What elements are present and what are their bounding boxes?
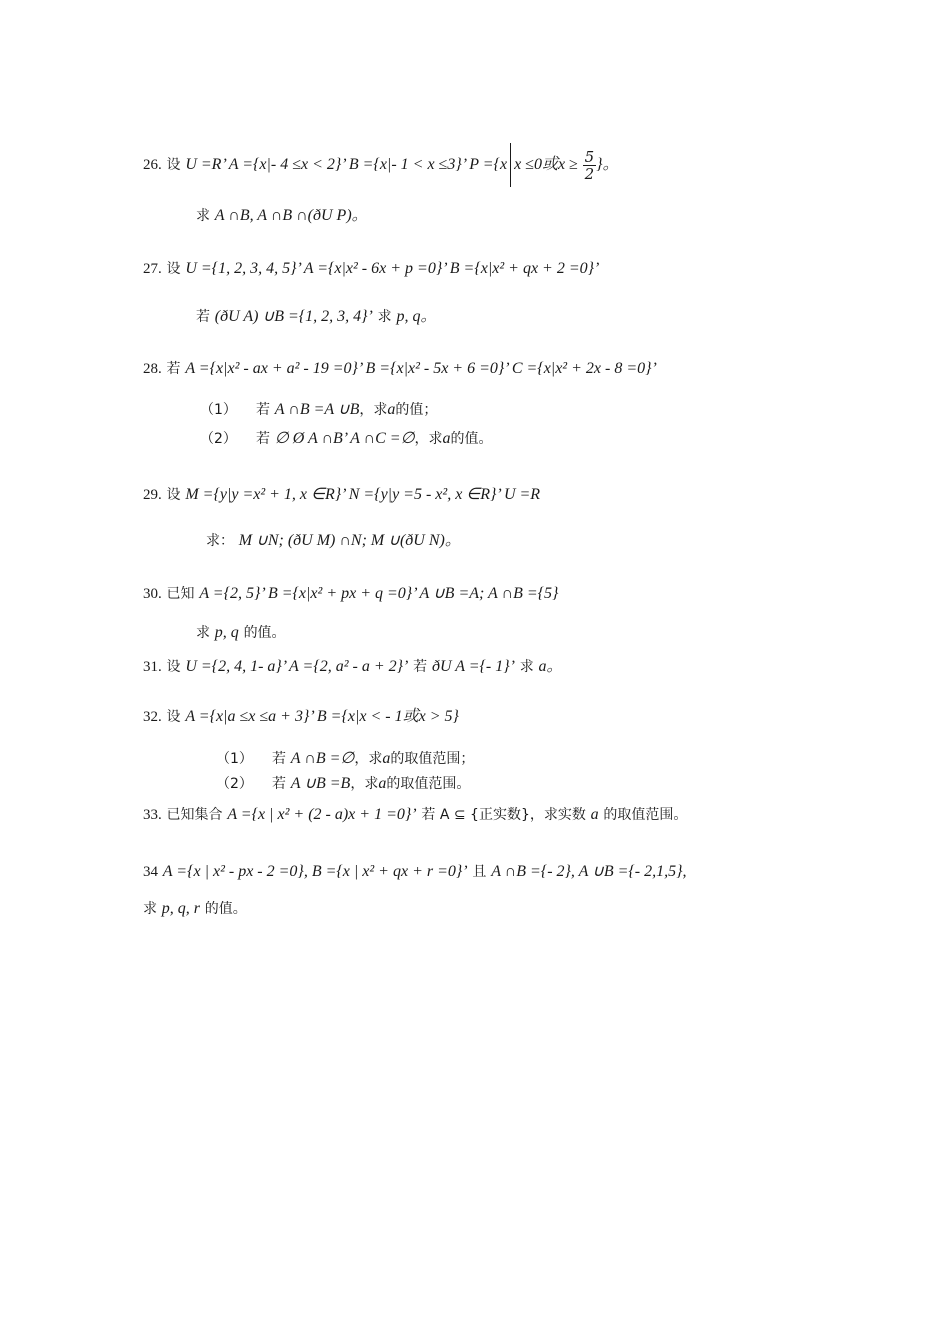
- problem-31-line-1: [143, 656, 563, 677]
- fraction-numerator: 5: [584, 147, 595, 166]
- problem-29-line-2: [206, 530, 461, 551]
- problem-mid: 若 A ⊆ {正实数}，求实数: [421, 807, 586, 823]
- problem-math: A ∩B ={- 2}, A ∪B ={- 2,1,5},: [491, 863, 687, 880]
- problem-number: 33.: [143, 807, 162, 823]
- problem-math: (ðU A) ∪B ={1, 2, 3, 4}’: [214, 308, 373, 325]
- problem-tail: 求: [519, 659, 534, 675]
- sub-end: 的值。: [450, 431, 493, 447]
- problem-lead: 已知: [166, 586, 195, 602]
- problem-34-line-2: [143, 898, 247, 919]
- sub-tail: ，求: [414, 431, 443, 447]
- problem-math: A ∩B, A ∩B ∩(ðU P)。: [214, 207, 368, 224]
- problem-end: 的取值范围。: [603, 807, 688, 823]
- problem-math: A ={2, 5}’ B ={x|x² + px + q =0}’ A ∪B =A; A ∩B ={5}: [199, 585, 559, 602]
- problem-lead: 设: [166, 487, 181, 503]
- problem-34-line-1: [143, 861, 687, 882]
- problem-math: A ={x | x² + (2 - a)x + 1 =0}’: [227, 806, 417, 823]
- problem-number: 34: [143, 864, 158, 880]
- problem-lead: 设: [166, 157, 181, 173]
- problem-math: M ∪N; (ðU M) ∩N; M ∪(ðU N)。: [238, 532, 461, 549]
- sub-lead: 若: [256, 402, 270, 418]
- problem-27-line-2: [196, 306, 436, 327]
- problem-math: p, q。: [396, 308, 437, 325]
- sub-label: （2）: [216, 776, 253, 792]
- problem-math: }。: [596, 156, 619, 173]
- problem-lead: 求: [377, 309, 392, 325]
- problem-28-sub-2: [200, 428, 493, 449]
- problem-30-line-2: [196, 622, 286, 643]
- problem-26-line-1: [143, 143, 619, 187]
- sub-tail: ，求: [359, 402, 388, 418]
- problem-end: 的值。: [204, 901, 247, 917]
- sub-end: 的取值范围；: [390, 751, 475, 767]
- sub-math: A ∩B =∅: [290, 750, 355, 767]
- sub-end: 的值；: [395, 402, 438, 418]
- problem-lead: 设: [166, 659, 181, 675]
- fraction: [583, 149, 597, 182]
- problem-math: A ={x|x² - ax + a² - 19 =0}’ B ={x|x² - 5x + 6 =0}’ C ={x|x² + 2x - 8 =0}’: [185, 360, 657, 377]
- sub-label: （2）: [200, 431, 237, 447]
- sub-tail: ，求: [354, 751, 383, 767]
- problem-lead: 设: [166, 709, 181, 725]
- problem-lead: 设: [166, 261, 181, 277]
- problem-mid: 且: [472, 864, 487, 880]
- problem-math: U =R’ A ={x|- 4 ≤x < 2}’ B ={x|- 1 < x ≤3}’ P ={x: [185, 156, 508, 173]
- sub-label: （1）: [200, 402, 237, 418]
- sub-math: ∅ Ø A ∩B’ A ∩C =∅: [274, 430, 415, 447]
- problem-30-line-1: [143, 583, 558, 604]
- problem-math: p, q: [214, 624, 239, 641]
- sub-var: a: [387, 401, 396, 418]
- problem-math: a。: [538, 658, 563, 675]
- problem-26-line-2: [196, 205, 368, 226]
- sub-lead: 若: [272, 751, 286, 767]
- problem-mid: 若: [413, 659, 428, 675]
- problem-number: 31.: [143, 659, 162, 675]
- problem-math: U ={2, 4, 1- a}’ A ={2, a² - a + 2}’: [185, 658, 409, 675]
- problem-math: x ≤0或x ≥: [514, 156, 578, 173]
- problem-32-line-1: [143, 706, 459, 727]
- set-builder-bar: [510, 143, 511, 187]
- problem-math: p, q, r: [161, 900, 201, 917]
- sub-tail: ，求: [350, 776, 379, 792]
- sub-math: A ∪B =B: [290, 775, 351, 792]
- problem-28-line-1: [143, 358, 657, 379]
- problem-math: a: [590, 806, 599, 823]
- sub-math: A ∩B =A ∪B: [274, 401, 360, 418]
- problem-lead: 求：: [206, 533, 234, 549]
- problem-number: 27.: [143, 261, 162, 277]
- problem-number: 32.: [143, 709, 162, 725]
- problem-math: ðU A ={- 1}’: [431, 658, 515, 675]
- sub-var: a: [382, 750, 391, 767]
- problem-lead: 已知集合: [166, 807, 223, 823]
- problem-number: 28.: [143, 361, 162, 377]
- problem-number: 30.: [143, 586, 162, 602]
- problem-33-line-1: [143, 804, 687, 825]
- problem-number: 29.: [143, 487, 162, 503]
- sub-lead: 若: [272, 776, 286, 792]
- sub-var: a: [442, 430, 451, 447]
- sub-lead: 若: [256, 431, 270, 447]
- fraction-denominator: 2: [584, 164, 595, 183]
- problem-number: 26.: [143, 157, 162, 173]
- problem-29-line-1: [143, 484, 540, 505]
- sub-label: （1）: [216, 751, 253, 767]
- problem-28-sub-1: [200, 399, 437, 420]
- problem-lead: 求: [143, 901, 157, 917]
- problem-lead: 求: [196, 208, 210, 224]
- problem-math: M ={y|y =x² + 1, x ∈R}’ N ={y|y =5 - x², x ∈R}’ U =R: [185, 486, 541, 503]
- problem-27-line-1: [143, 258, 599, 279]
- problem-32-sub-2: [216, 773, 470, 794]
- problem-math: U ={1, 2, 3, 4, 5}’ A ={x|x² - 6x + p =0}’ B ={x|x² + qx + 2 =0}’: [185, 260, 600, 277]
- problem-lead: 若: [196, 309, 210, 325]
- problem-lead: 若: [166, 361, 181, 377]
- sub-end: 的取值范围。: [386, 776, 471, 792]
- problem-math: A ={x|a ≤x ≤a + 3}’ B ={x|x < - 1或x > 5}: [185, 708, 459, 725]
- problem-lead: 求: [196, 625, 210, 641]
- problem-end: 的值。: [243, 625, 286, 641]
- problem-32-sub-1: [216, 748, 474, 769]
- problem-math: A ={x | x² - px - 2 =0}, B ={x | x² + qx + r =0}’: [162, 863, 468, 880]
- sub-var: a: [378, 775, 387, 792]
